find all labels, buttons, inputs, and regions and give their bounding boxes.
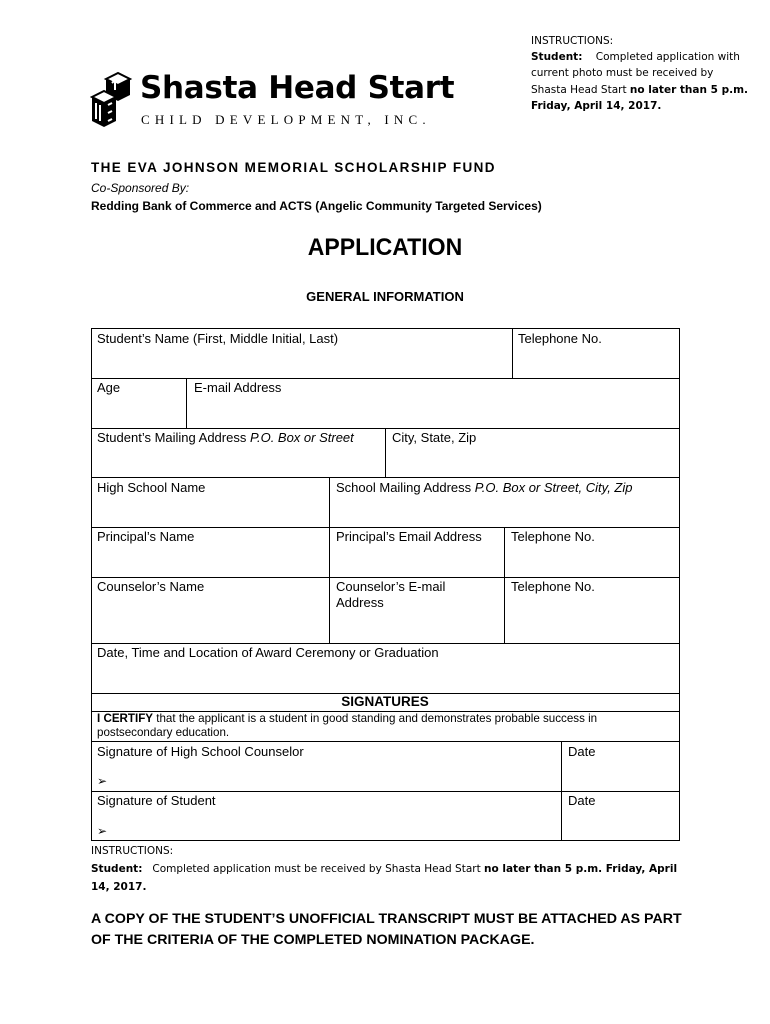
- top-instructions-body: [531, 49, 751, 114]
- city-state-zip-label: City, State, Zip: [392, 430, 477, 445]
- table-divider: [186, 378, 187, 428]
- table-divider: [561, 741, 562, 840]
- table-divider: [512, 328, 513, 378]
- email-label: E-mail Address: [194, 380, 282, 395]
- student-date-label: Date: [568, 793, 596, 808]
- table-rule: [91, 328, 680, 329]
- general-information-title: GENERAL INFORMATION: [306, 289, 464, 304]
- principal-name-label: Principal’s Name: [97, 529, 195, 544]
- counselor-date-label: Date: [568, 744, 596, 759]
- cosponsor-names: Redding Bank of Commerce and ACTS (Angelic Community Targeted Services): [91, 199, 542, 213]
- table-rule: [91, 577, 680, 578]
- application-title: APPLICATION: [307, 234, 463, 261]
- high-school-label: High School Name: [97, 480, 206, 495]
- signatures-title: SIGNATURES: [341, 694, 429, 709]
- counselor-signature-label: Signature of High School Counselor: [97, 744, 304, 759]
- bottom-student-label: Student:: [91, 863, 143, 875]
- transcript-notice: A COPY OF THE STUDENT’S UNOFFICIAL TRANSCRIPT MUST BE ATTACHED AS PART OF THE CRITERIA OF THE COMPLETED NOMINATION PACKAGE.: [91, 911, 682, 948]
- fund-title: THE EVA JOHNSON MEMORIAL SCHOLARSHIP FUND: [91, 160, 496, 175]
- bottom-instructions: [91, 842, 691, 896]
- logo-subtitle: CHILD DEVELOPMENT, INC.: [141, 112, 431, 127]
- bottom-instructions-heading: INSTRUCTIONS:: [91, 845, 174, 857]
- table-divider: [385, 428, 386, 477]
- table-rule: [91, 378, 680, 379]
- mailing-address-text: Student’s Mailing Address: [97, 430, 250, 445]
- table-divider: [329, 477, 330, 643]
- ceremony-label: Date, Time and Location of Award Ceremony or Graduation: [97, 645, 439, 660]
- school-address-label: [336, 480, 633, 496]
- top-student-label: Student:: [531, 51, 583, 64]
- age-label: Age: [97, 380, 121, 395]
- student-name-label: Student’s Name (First, Middle Initial, Last): [97, 331, 339, 346]
- student-signature-label: Signature of Student: [97, 793, 216, 808]
- counselor-email-label: Counselor’s E-mail Address: [336, 579, 446, 610]
- certify-bold: I CERTIFY: [97, 712, 154, 725]
- certify-text: that the applicant is a student in good standing and demonstrates probable success in postsecondary education.: [97, 712, 598, 739]
- mailing-address-label: [97, 430, 354, 446]
- principal-phone-label: Telephone No.: [511, 529, 595, 544]
- logo-name: Shasta Head Start: [140, 70, 455, 106]
- school-address-hint: P.O. Box or Street, City, Zip: [474, 480, 633, 495]
- top-deadline: no later than 5 p.m. Friday, April 14, 2017.: [531, 83, 749, 112]
- school-address-text: School Mailing Address: [336, 480, 475, 495]
- counselor-name-label: Counselor’s Name: [97, 579, 205, 594]
- table-rule: [91, 527, 680, 528]
- table-rule: [91, 840, 680, 841]
- table-rule: [91, 477, 680, 478]
- table-border-left: [91, 328, 92, 841]
- top-instructions: [531, 33, 751, 114]
- bottom-instructions-body: [91, 860, 691, 896]
- bottom-instructions-text: Completed application must be received by Shasta Head Start: [152, 863, 485, 875]
- bottom-deadline: no later than 5 p.m. Friday, April 14, 2017.: [91, 863, 678, 893]
- mailing-address-hint: P.O. Box or Street: [249, 430, 354, 445]
- table-rule: [91, 741, 680, 742]
- cosponsor-label: Co-Sponsored By:: [91, 181, 190, 195]
- student-arrow-icon: ➢: [97, 824, 108, 838]
- top-instructions-heading: INSTRUCTIONS:: [531, 35, 614, 47]
- telephone-label: Telephone No.: [518, 331, 602, 346]
- counselor-arrow-icon: ➢: [97, 774, 108, 788]
- counselor-phone-label: Telephone No.: [511, 579, 595, 594]
- top-instructions-text: Completed application with current photo must be received by Shasta Head Start: [531, 51, 740, 96]
- table-rule: [91, 791, 680, 792]
- table-divider: [504, 527, 505, 643]
- table-border-right: [679, 328, 680, 841]
- table-rule: [91, 643, 680, 644]
- certify-statement: [97, 712, 672, 740]
- principal-email-label: Principal’s Email Address: [336, 529, 482, 544]
